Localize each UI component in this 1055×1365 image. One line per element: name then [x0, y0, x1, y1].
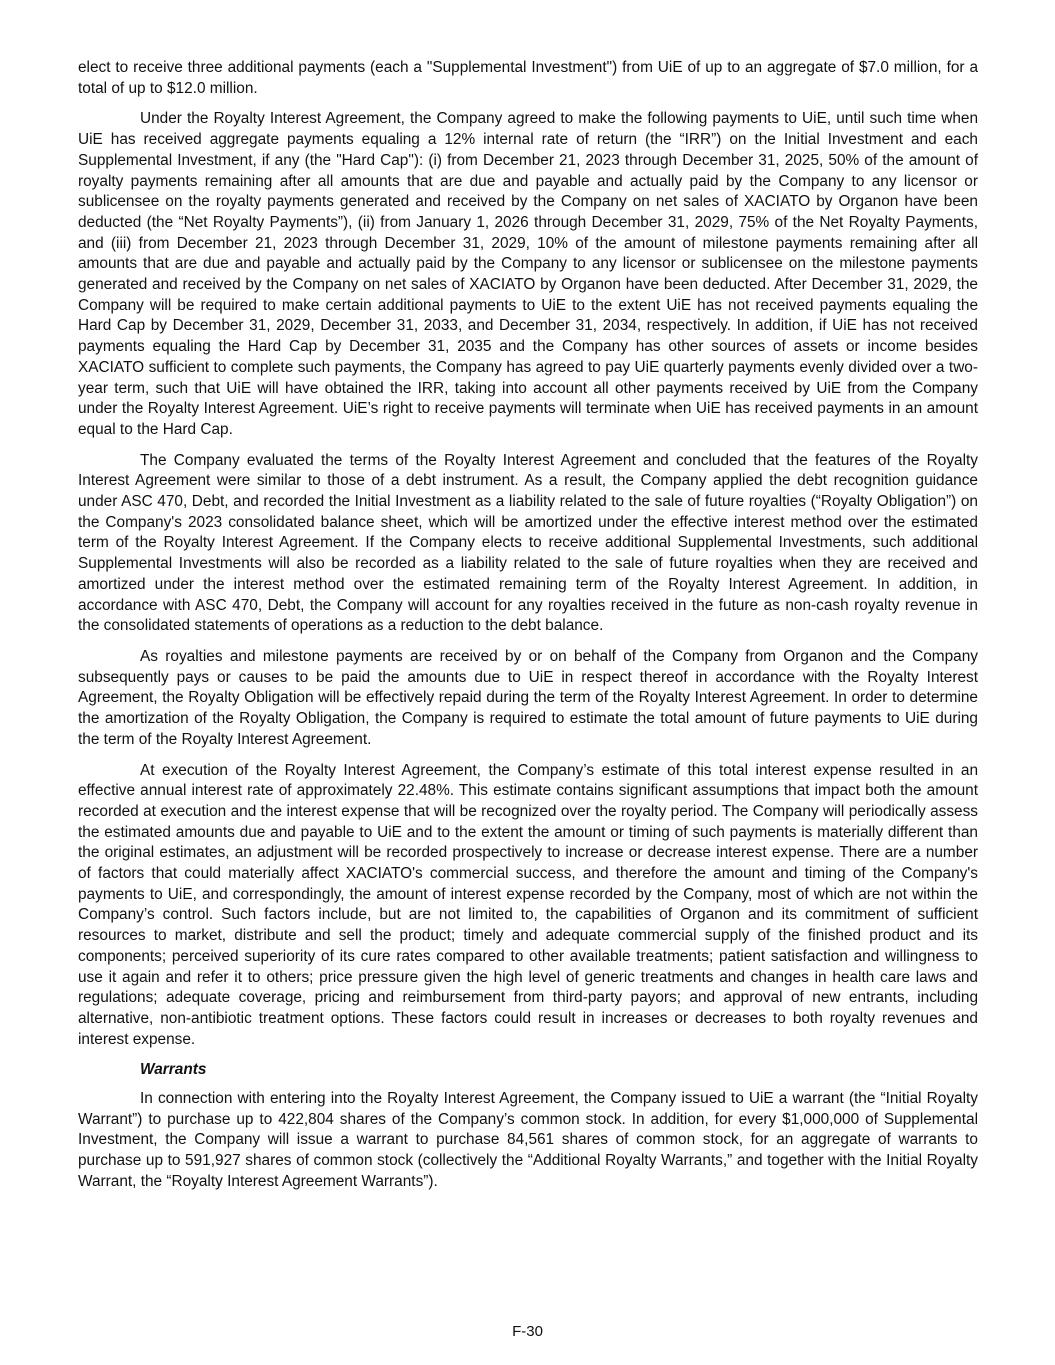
paragraph-royalty-obligation-repayment: As royalties and milestone payments are received by or on behalf of the Company from Organon and the Company subsequently pays or causes to be paid the amounts due to UiE in respect thereof in accordance with the Royalty Interest Agreement, the Royalty Obligation will be effectively repaid during the term of the Royalty Interest Agreement. In order to determine the amortization of the Royalty Obligation, the Company is required to estimate the total amount of future payments to UiE during the term of the Royalty Interest Agreement. — [78, 647, 978, 748]
paragraph-supplemental-investment-continued: elect to receive three additional payments (each a "Supplemental Investment") from UiE of up to an aggregate of $7.0 million, for a total of up to $12.0 million. — [78, 59, 978, 97]
page-number: F-30 — [512, 1323, 543, 1340]
warrants-heading: Warrants — [140, 1061, 207, 1079]
paragraph-warrants: In connection with entering into the Royalty Interest Agreement, the Company issued to UiE a warrant (the “Initial Royalty Warrant”) to purchase up to 422,804 shares of the Company’s common stock. In addition, for every $1,000,000 of Supplemental Investment, the Company will issue a warrant to purchase 84,561 shares of common stock, for an aggregate of warrants to purchase up to 591,927 shares of common stock (collectively the “Additional Royalty Warrants,” and together with the Initial Royalty Warrant, the “Royalty Interest Agreement Warrants”). — [78, 1090, 978, 1190]
paragraph-payments-to-uie: Under the Royalty Interest Agreement, the Company agreed to make the following payments to UiE, until such time when UiE has received aggregate payments equaling a 12% internal rate of return (the “IRR”) on the Initial Investment and each Supplemental Investment, if any (the "Hard Cap"): (i) from December 21, 2023 through December 31, 2025, 50% of the amount of royalty payments remaining after all amounts that are due and payable and actually paid by the Company to any licensor or sublicensee on the royalty payments generated and received by the Company on net sales of XACIATO by Organon have been deducted (the “Net Royalty Payments”), (ii) from January 1, 2026 through December 31, 2029, 75% of the Net Royalty Payments, and (iii) from December 21, 2023 through December 31, 2029, 10% of the amount of milestone payments remaining after all amounts that are due and payable and actually paid by the Company to any licensor or sublicensee on the milestone payments generated and received by the Company on net sales of XACIATO by Organon have been deducted. After December 31, 2029, the Company will be required to make certain additional payments to UiE to the extent UiE has not received payments equaling the Hard Cap by December 31, 2029, December 31, 2033, and December 31, 2034, respectively. In addition, if UiE has not received payments equaling the Hard Cap by December 31, 2035 and the Company has other sources of assets or income besides XACIATO sufficient to complete such payments, the Company has agreed to pay UiE quarterly payments evenly divided over a two-year term, such that UiE will have obtained the IRR, taking into account all other payments received by UiE from the Company under the Royalty Interest Agreement. UiE’s right to receive payments will terminate when UiE has received payments in an amount equal to the Hard Cap. — [78, 110, 978, 438]
paragraph-effective-interest-rate: At execution of the Royalty Interest Agreement, the Company’s estimate of this total interest expense resulted in an effective annual interest rate of approximately 22.48%. This estimate contains significant assumptions that impact both the amount recorded at execution and the interest expense that will be recognized over the royalty period. The Company will periodically assess the estimated amounts due and payable to UiE and to the extent the amount or timing of such payments is materially different than the original estimates, an adjustment will be recorded prospectively to increase or decrease interest expense. There are a number of factors that could materially affect XACIATO's commercial success, and therefore the amount and timing of the Company's payments to UiE, and correspondingly, the amount of interest expense recorded by the Company, most of which are not within the Company’s control. Such factors include, but are not limited to, the capabilities of Organon and its commitment of sufficient resources to market, distribute and sell the product; timely and adequate commercial supply of the finished product and its components; perceived superiority of its cure rates compared to other available treatments; patient satisfaction and willingness to use it again and refer it to others; price pressure given the high level of generic treatments and changes in health care laws and regulations; adequate coverage, pricing and reimbursement from third-party payors; and approval of new entrants, including alternative, non-antibiotic treatment options. These factors could result in increases or decreases to both royalty revenues and interest expense. — [78, 761, 978, 1048]
paragraph-debt-recognition: The Company evaluated the terms of the Royalty Interest Agreement and concluded that the features of the Royalty Interest Agreement were similar to those of a debt instrument. As a result, the Company applied the debt recognition guidance under ASC 470, Debt, and recorded the Initial Investment as a liability related to the sale of future royalties (“Royalty Obligation”) on the Company's 2023 consolidated balance sheet, which will be amortized under the effective interest method over the estimated term of the Royalty Interest Agreement. If the Company elects to receive additional Supplemental Investments, such additional Supplemental Investments will also be recorded as a liability related to the sale of future royalties when they are received and amortized under the interest method over the estimated remaining term of the Royalty Interest Agreement. In addition, in accordance with ASC 470, Debt, the Company will account for any royalties received in the future as non-cash royalty revenue in the consolidated statements of operations as a reduction to the debt balance. — [78, 451, 978, 635]
document-body — [78, 58, 978, 1203]
